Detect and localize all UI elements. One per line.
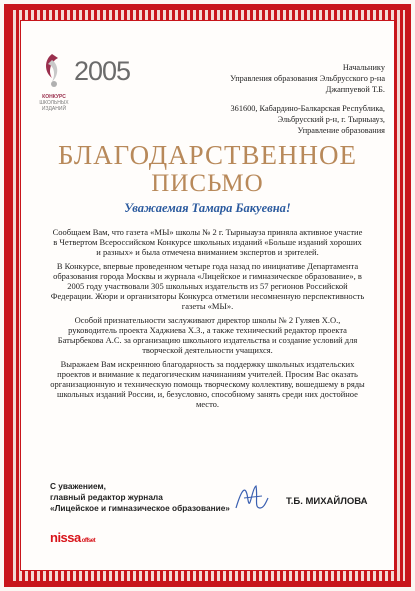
address-line: Эльбрусский р-н, г. Тырныауз,	[277, 115, 385, 124]
contest-emblem-icon	[32, 50, 72, 92]
letter-title: БЛАГОДАРСТВЕННОЕ	[58, 140, 357, 170]
address-line: 361600, Кабардино-Балкарская Республика,	[230, 104, 385, 113]
logo-caption: КОНКУРС ШКОЛЬНЫХ ИЗДАНИЙ	[39, 94, 69, 112]
body-paragraph: Особой признательности заслуживают директор школы № 2 Гуляев Х.О., руководитель проекта Хаджиева Х.З., а также технический редактор проекта Батырбекова А.С. за организацию школьного издательства и создание условий для творческой деятельности учащихся.	[57, 315, 358, 355]
signer-journal: «Лицейское и гимназическое образование»	[50, 503, 230, 513]
logo-year: 2005	[74, 56, 131, 86]
signer-title: главный редактор журнала	[50, 492, 163, 502]
printer-brand: nissa	[50, 530, 81, 545]
signature-block	[50, 481, 230, 514]
closing: С уважением,	[50, 481, 106, 491]
body-paragraph: Выражаем Вам искреннюю благодарность за поддержку школьных издательских проектов и внимание к педагогическим начинаниям учителей. Просим Вас оказать организационную и техническую помощь творческому коллективу, вошедшему в ряды школьных изданий России, и, безусловно, способному занять среди них достойное место.	[50, 359, 365, 409]
address-line: Управления образования Эльбрусского р-на	[230, 74, 385, 83]
printer-brand-suffix: offset	[81, 538, 96, 544]
recipient-address	[175, 62, 385, 136]
body-paragraph: В Конкурсе, впервые проведенном четыре года назад по инициативе Департамента образования города Москвы и журнала «Лицейское и гимназическое образование», в 2005 году участвовали 305 школьных издательств из 57 регионов Российской Федерации. Жюри и организаторы Конкурса отметили несомненную перспективность газеты «МЫ».	[50, 261, 365, 311]
signer-name: Т.Б. МИХАЙЛОВА	[286, 496, 368, 507]
contest-logo	[32, 50, 131, 112]
printer-logo	[50, 530, 95, 545]
greeting: Уважаемая Тамара Бакуевна!	[124, 201, 291, 215]
letter-title-second-line: ПИСЬМО	[151, 170, 264, 197]
body-paragraph: Сообщаем Вам, что газета «МЫ» школы № 2 г. Тырныауза приняла активное участие в Четвертом Всероссийском Конкурсе школьных изданий «Больше изданий хороших и разных» и была отмечена вниманием экспертов и зрителей.	[52, 227, 363, 257]
handwritten-signature-icon	[232, 478, 272, 518]
address-line: Начальнику	[342, 63, 385, 72]
address-line: Джаппуевой Т.Б.	[325, 85, 385, 94]
address-line: Управление образования	[297, 126, 385, 135]
letter-body	[50, 227, 365, 413]
